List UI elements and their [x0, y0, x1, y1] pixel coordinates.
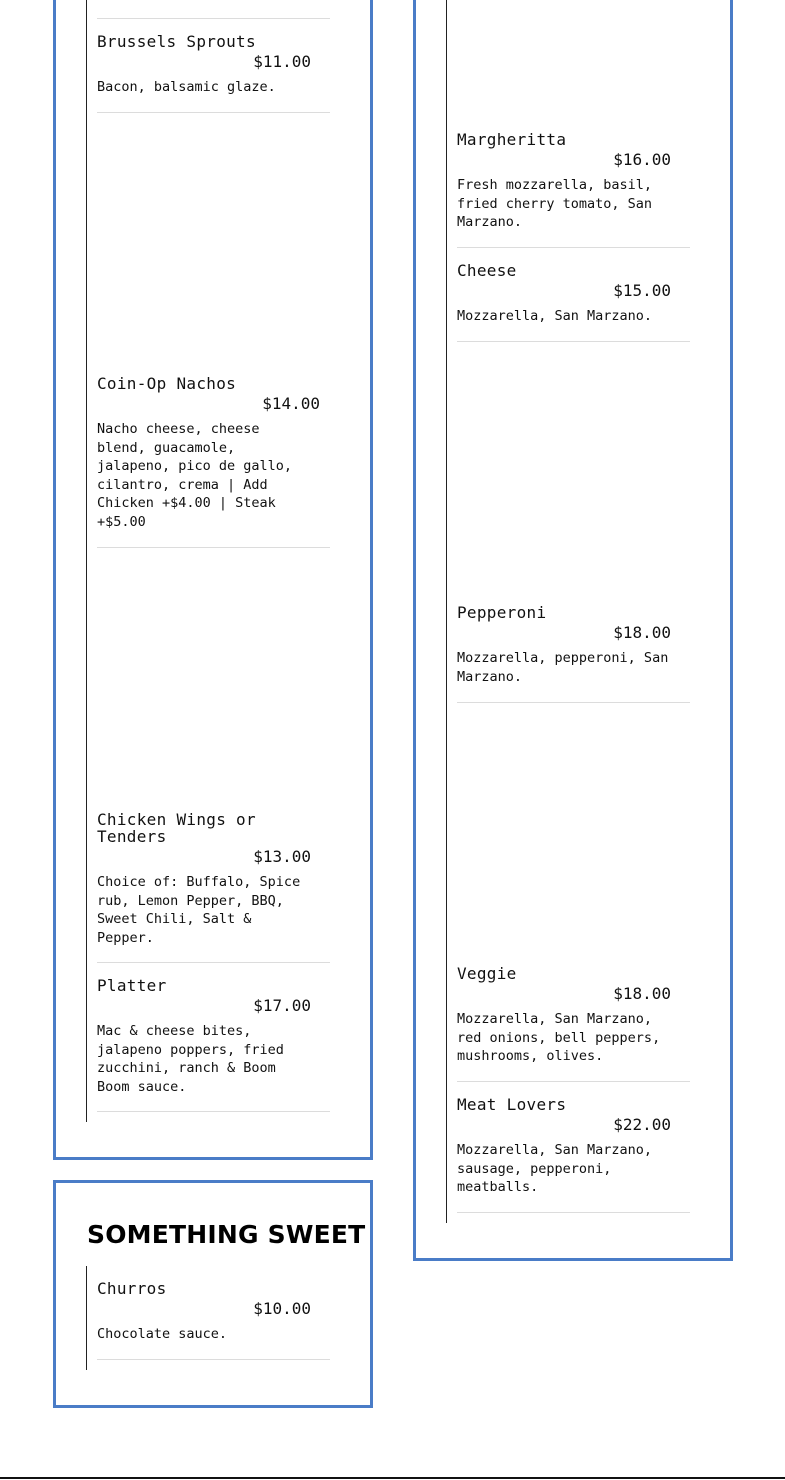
menu-item-cheese	[457, 262, 681, 326]
dessert-section-rule	[86, 1266, 87, 1370]
item-divider	[457, 702, 690, 703]
menu-item-margheritta	[457, 131, 681, 232]
item-divider	[97, 112, 330, 113]
item-price: $13.00	[253, 847, 311, 866]
item-description: Chocolate sauce.	[97, 1326, 228, 1342]
item-description: Choice of: Buffalo, Spice rub, Lemon Pepper, BBQ, Sweet Chili, Salt & Pepper.	[97, 874, 301, 946]
item-price: $11.00	[253, 52, 311, 71]
menu-item-brussels-sprouts	[97, 33, 321, 97]
item-price: $14.00	[262, 394, 320, 413]
item-description: Fresh mozzarella, basil, fried cherry tomato, San Marzano.	[457, 177, 653, 231]
item-divider	[97, 962, 330, 963]
menu-item-coin-op-nachos	[97, 374, 320, 532]
item-price: $10.00	[253, 1299, 311, 1318]
item-description: Bacon, balsamic glaze.	[97, 79, 276, 95]
item-divider	[97, 1111, 330, 1112]
item-divider	[457, 1212, 690, 1213]
item-divider	[457, 1081, 690, 1082]
item-price: $18.00	[613, 623, 671, 642]
item-description: Mozzarella, San Marzano, sausage, pepperoni, meatballs.	[457, 1142, 653, 1196]
item-name: Veggie	[457, 964, 517, 983]
item-name: Chicken Wings or Tenders	[97, 810, 256, 846]
menu-item-chicken-wings	[97, 811, 321, 947]
item-name: Coin-Op Nachos	[97, 374, 237, 393]
item-divider	[97, 1359, 330, 1360]
item-description: Nacho cheese, cheese blend, guacamole, jalapeno, pico de gallo, cilantro, crema | Add Chicken +$4.00 | Steak +$5.00	[97, 421, 293, 530]
item-description: Mozzarella, pepperoni, San Marzano.	[457, 650, 669, 685]
item-price: $17.00	[253, 996, 311, 1015]
menu-item-platter	[97, 977, 321, 1096]
item-divider	[457, 247, 690, 248]
item-price: $15.00	[613, 281, 671, 300]
item-name: Platter	[97, 976, 167, 995]
right-section-rule	[446, 0, 447, 1223]
item-name: Pepperoni	[457, 603, 547, 622]
menu-item-pepperoni	[457, 604, 681, 686]
item-name: Meat Lovers	[457, 1095, 567, 1114]
section-title: SOMETHING SWEET	[87, 1220, 366, 1249]
item-name: Cheese	[457, 261, 517, 280]
item-name: Churros	[97, 1279, 167, 1298]
item-name: Brussels Sprouts	[97, 32, 256, 51]
left-section-rule	[86, 0, 87, 1122]
item-divider	[97, 18, 330, 19]
menu-item-churros	[97, 1280, 321, 1344]
item-description: Mozzarella, San Marzano.	[457, 308, 653, 324]
item-divider	[97, 547, 330, 548]
page-bottom-rule	[0, 1477, 785, 1479]
item-divider	[457, 341, 690, 342]
item-price: $22.00	[613, 1115, 671, 1134]
item-description: Mac & cheese bites, jalapeno poppers, fried zucchini, ranch & Boom Boom sauce.	[97, 1023, 284, 1095]
menu-item-meat-lovers	[457, 1096, 681, 1197]
item-price: $16.00	[613, 150, 671, 169]
item-description: Mozzarella, San Marzano, red onions, bell peppers, mushrooms, olives.	[457, 1011, 661, 1065]
item-name: Margheritta	[457, 130, 567, 149]
item-price: $18.00	[613, 984, 671, 1003]
menu-item-veggie	[457, 965, 681, 1066]
